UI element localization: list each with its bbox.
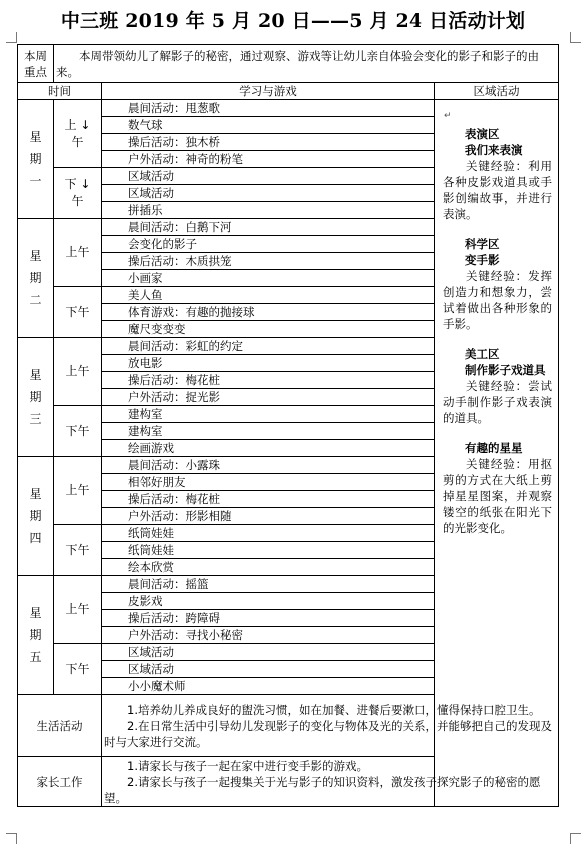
activity-text: 皮影戏	[128, 593, 163, 608]
half-pm-label: 下午	[54, 406, 102, 457]
day-label-char: 三	[29, 412, 42, 426]
day-label-char: 四	[29, 531, 42, 545]
activity-text: 小画家	[128, 270, 163, 285]
activity-cell	[102, 559, 435, 576]
activity-cell	[102, 644, 435, 661]
day-label	[18, 100, 54, 219]
area-text: 关键经验：利用各种皮影戏道具或手影创编故事，并进行表演。	[443, 159, 553, 221]
area-block	[443, 236, 552, 332]
day-label-char: 一	[29, 174, 42, 188]
area-text: 关键经验：用抠剪的方式在大纸上剪掉星星图案，并观察镂空的纸张在阳光下的光影变化。	[443, 457, 553, 535]
area-block	[443, 346, 552, 426]
activity-text: 晨间活动：白鹅下河	[128, 219, 232, 234]
half-am-label: 上 ↓ 午	[54, 100, 102, 168]
header-study: 学习与游戏	[102, 83, 435, 100]
activity-cell	[102, 372, 435, 389]
day-label-char: 五	[29, 650, 42, 664]
parents-row	[18, 757, 559, 807]
activity-cell	[102, 423, 435, 440]
day-label-char: 星	[29, 249, 42, 263]
half-pm-label: 下午	[54, 287, 102, 338]
activity-text: 绘本欣赏	[128, 559, 174, 574]
activity-row	[18, 100, 559, 117]
day-label-char: 星	[29, 606, 42, 620]
activity-text: 操后活动：梅花桩	[128, 491, 220, 506]
life-label: 生活活动	[18, 695, 102, 757]
parents-content	[102, 757, 559, 807]
activity-cell	[102, 627, 435, 644]
activity-text: 户外活动：形影相随	[128, 508, 232, 523]
activity-cell	[102, 389, 435, 406]
area-title: 有趣的星星	[465, 441, 523, 455]
half-am-label: 上午	[54, 338, 102, 406]
life-row	[18, 695, 559, 757]
activity-text: 相邻好朋友	[128, 474, 186, 489]
half-am-label: 上午	[54, 219, 102, 287]
activity-cell	[102, 185, 435, 202]
focus-paragraph: 本周带领幼儿了解影子的秘密，通过观察、游戏等让幼儿亲自体验会变化的影子和影子的由来。	[56, 48, 539, 79]
parents-label: 家长工作	[18, 757, 102, 807]
activity-cell	[102, 236, 435, 253]
activity-cell	[102, 610, 435, 627]
activity-cell	[102, 338, 435, 355]
day-label-char: 二	[29, 293, 42, 307]
activity-cell	[102, 491, 435, 508]
activity-cell	[102, 406, 435, 423]
day-label-char: 星	[29, 130, 42, 144]
activity-text: 操后活动：木质拱笼	[128, 253, 232, 268]
activity-cell	[102, 321, 435, 338]
activity-text: 拼插乐	[128, 202, 163, 217]
activity-cell	[102, 457, 435, 474]
area-subtitle: 我们来表演	[465, 143, 523, 157]
activity-cell	[102, 134, 435, 151]
activity-cell	[102, 576, 435, 593]
activity-text: 建构室	[128, 423, 163, 438]
activity-cell	[102, 678, 435, 695]
crop-mark	[570, 32, 581, 43]
activity-text: 区域活动	[128, 661, 174, 676]
plan-table	[17, 44, 559, 807]
crop-mark	[6, 833, 17, 844]
activity-cell	[102, 355, 435, 372]
day-label	[18, 457, 54, 576]
activity-cell	[102, 151, 435, 168]
area-subtitle: 制作影子戏道具	[465, 363, 546, 377]
half-pm-label: 下 ↓ 午	[54, 168, 102, 219]
activity-text: 操后活动：跨障碍	[128, 610, 220, 625]
activity-text: 操后活动：独木桥	[128, 134, 220, 149]
focus-label: 本周重点	[18, 45, 54, 83]
activity-text: 晨间活动：彩虹的约定	[128, 338, 243, 353]
half-am-label: 上午	[54, 576, 102, 644]
activity-cell	[102, 508, 435, 525]
crop-mark	[570, 833, 581, 844]
activity-text: 美人鱼	[128, 287, 163, 302]
focus-text	[54, 45, 559, 83]
activity-cell	[102, 219, 435, 236]
activity-text: 操后活动：梅花桩	[128, 372, 220, 387]
half-pm-label: 下午	[54, 644, 102, 695]
day-label-char: 期	[29, 152, 42, 166]
activity-text: 纸筒娃娃	[128, 525, 174, 540]
parents-item: 1.请家长与孩子一起在家中进行变手影的游戏。	[127, 758, 368, 773]
activity-cell	[102, 270, 435, 287]
day-label	[18, 219, 54, 338]
day-label-char: 期	[29, 509, 42, 523]
half-am-label: 上午	[54, 457, 102, 525]
activity-text: 会变化的影子	[128, 236, 197, 251]
activity-cell	[102, 525, 435, 542]
activity-text: 建构室	[128, 406, 163, 421]
crop-mark	[6, 32, 17, 43]
header-area: 区域活动	[435, 83, 559, 100]
area-subtitle: 变手影	[465, 253, 500, 267]
activity-text: 晨间活动：甩葱歌	[128, 100, 220, 115]
area-title: 表演区	[465, 127, 500, 141]
activity-text: 区域活动	[128, 644, 174, 659]
activity-cell	[102, 253, 435, 270]
activity-cell	[102, 661, 435, 678]
life-content	[102, 695, 559, 757]
day-label-char: 期	[29, 390, 42, 404]
activity-text: 晨间活动：小露珠	[128, 457, 220, 472]
area-block	[443, 440, 552, 536]
activity-text: 体育游戏：有趣的抛接球	[128, 304, 255, 319]
life-item: 2.在日常生活中引导幼儿发现影子的变化与物体及光的关系，并能够把自己的发现及时与大家进行交流。	[104, 718, 552, 749]
day-label-char: 星	[29, 368, 42, 382]
half-pm-label: 下午	[54, 525, 102, 576]
activity-cell	[102, 117, 435, 134]
header-row	[18, 83, 559, 100]
life-item: 1.培养幼儿养成良好的盥洗习惯，如在加餐、进餐后要漱口，懂得保持口腔卫生。	[127, 702, 541, 717]
area-block	[443, 126, 552, 222]
activity-text: 户外活动：神奇的粉笔	[128, 151, 243, 166]
activity-text: 户外活动：寻找小秘密	[128, 627, 243, 642]
activity-text: 区域活动	[128, 185, 174, 200]
header-time: 时间	[18, 83, 102, 100]
activity-cell	[102, 440, 435, 457]
activity-text: 区域活动	[128, 168, 174, 183]
activity-cell	[102, 202, 435, 219]
activity-text: 数气球	[128, 117, 163, 132]
activity-cell	[102, 542, 435, 559]
activity-text: 小小魔术师	[128, 678, 186, 693]
activity-text: 绘画游戏	[128, 440, 174, 455]
day-label	[18, 576, 54, 695]
parents-item: 2.请家长与孩子一起搜集关于光与影子的知识资料，激发孩子探究影子的秘密的愿望。	[104, 774, 541, 805]
area-title: 美工区	[465, 347, 500, 361]
activity-cell	[102, 287, 435, 304]
activity-text: 魔尺变变变	[128, 321, 186, 336]
activity-cell	[102, 100, 435, 117]
activity-cell	[102, 593, 435, 610]
day-label	[18, 338, 54, 457]
activity-cell	[102, 304, 435, 321]
focus-row	[18, 45, 559, 83]
activity-cell	[102, 474, 435, 491]
activity-text: 纸筒娃娃	[128, 542, 174, 557]
day-label-char: 期	[29, 271, 42, 285]
activity-text: 晨间活动：摇篮	[128, 576, 209, 591]
page-title: 中三班 2019 年 5 月 20 日——5 月 24 日活动计划	[60, 10, 526, 32]
day-label-char: 星	[29, 487, 42, 501]
area-text: 关键经验：尝试动手制作影子戏表演的道具。	[443, 379, 553, 425]
paragraph-mark: ↵	[444, 111, 452, 121]
area-text: 关键经验：发挥创造力和想象力，尝试着做出各种形象的手影。	[443, 269, 553, 331]
activity-text: 放电影	[128, 355, 163, 370]
activity-cell	[102, 168, 435, 185]
area-title: 科学区	[465, 237, 500, 251]
activity-text: 户外活动：捉光影	[128, 389, 220, 404]
day-label-char: 期	[29, 628, 42, 642]
